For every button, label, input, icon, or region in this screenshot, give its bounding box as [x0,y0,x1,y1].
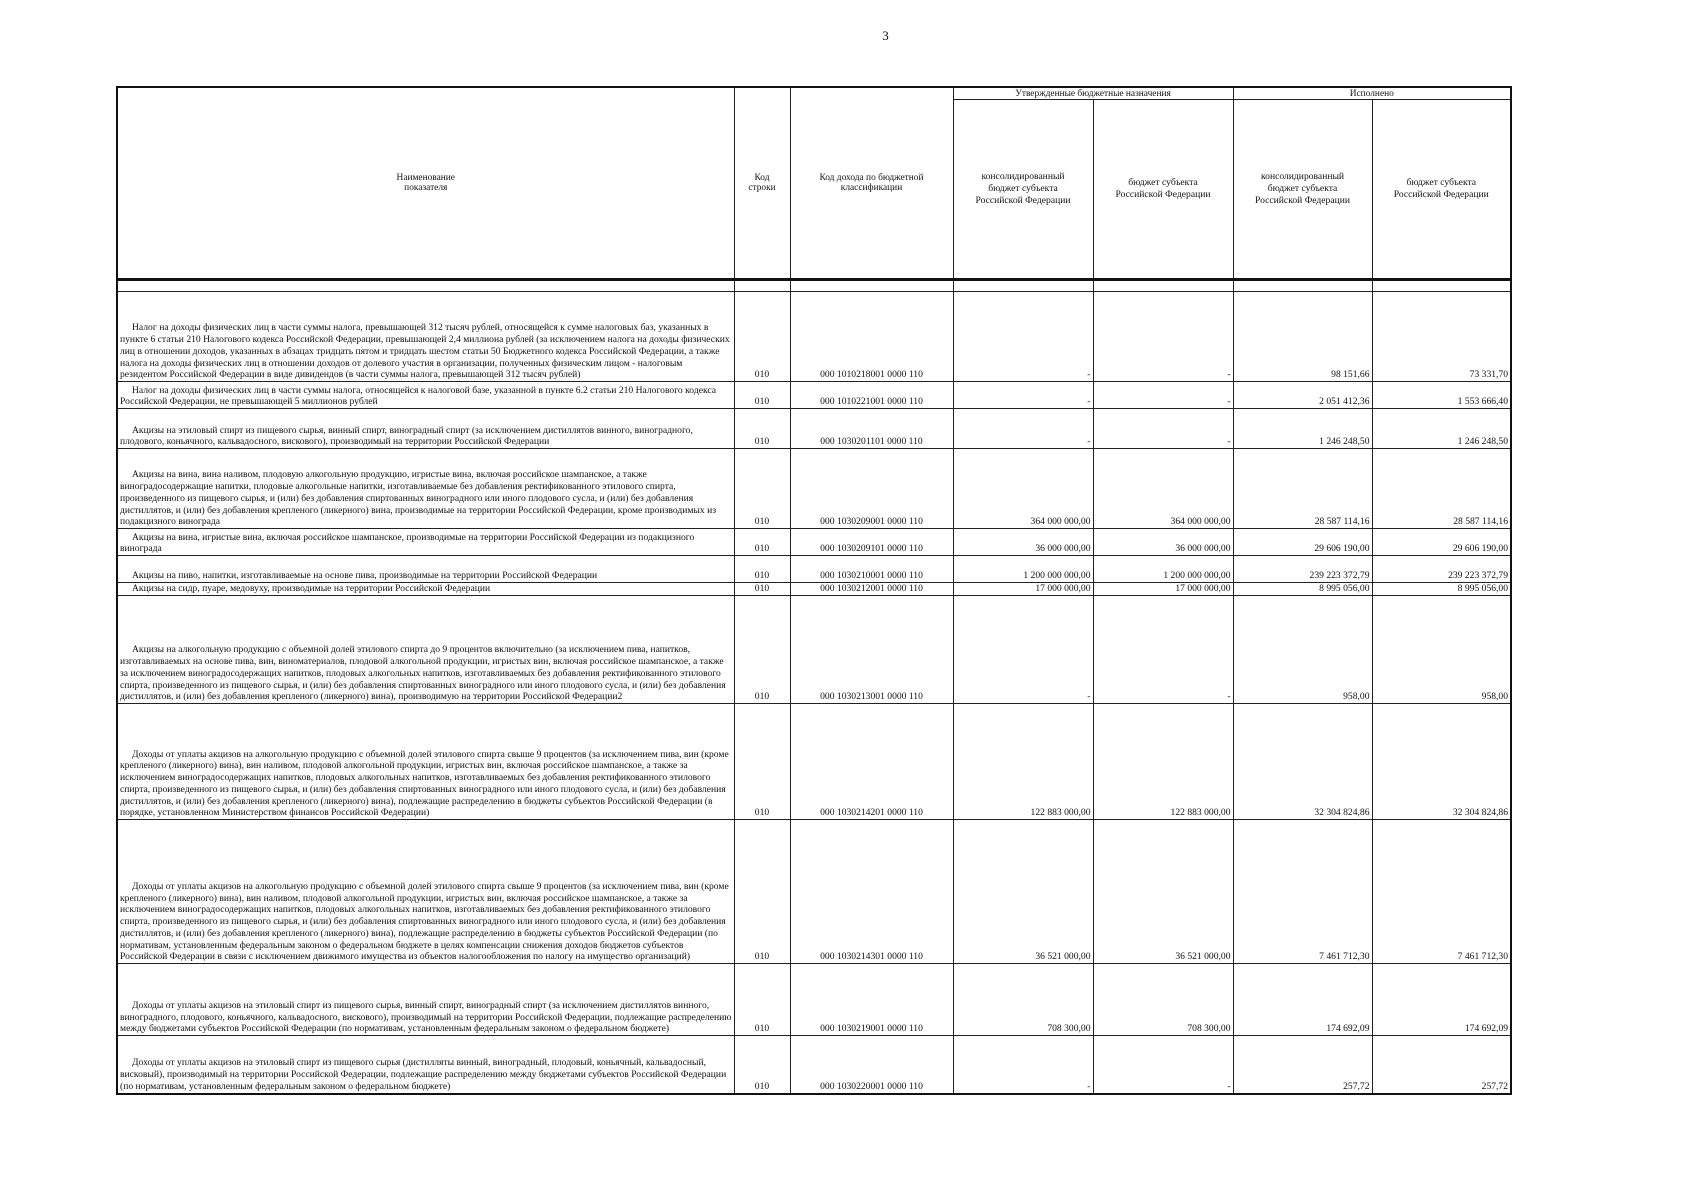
header-name: Наименование показателя [117,87,734,280]
table-row [117,583,1511,596]
row-name: Доходы от уплаты акцизов на алкогольную продукцию с объемной долей этилового спирта свыше 9 процентов (за исключением пива, вин (кроме крепленого (ликерного) вина), вин наливом, плодовой алкогольной продукции, игристых вин, включая российское шампанское, а также за исключением виноградосодержащих напитков, плодовых алкогольных напитков, изготавливаемых без добавления ректификованного этилового спирта, произведенного из пищевого сырья, и (или) без добавления спиртованных виноградного или иного плодового сусла, и (или) без добавления дистиллятов, и (или) без добавления крепленого (ликерного) вина), подлежащие распределению в бюджеты субъектов Российской Федерации (в порядке, установленном Министерством финансов Российской Федерации) [117,704,734,820]
row-approved-subject: 36 521 000,00 [1093,820,1233,964]
row-kbk: 000 1030214201 0000 110 [790,704,953,820]
row-approved-subject: - [1093,292,1233,382]
row-code: 010 [734,964,790,1036]
row-name: Доходы от уплаты акцизов на этиловый спирт из пищевого сырья, винный спирт, виноградный спирт (за исключением дистиллятов винного, виноградного, плодового, коньячного, кальвадосного, вискового), производимый на территории Российской Федерации, подлежащие распределению между бюджетами субъектов Российской Федерации (по нормативам, установленным федеральным законом о федеральном бюджете) [117,964,734,1036]
row-kbk: 000 1030201101 0000 110 [790,409,953,449]
row-approved-subject: - [1093,596,1233,704]
row-approved-consolidated: - [953,596,1093,704]
header-approved-subject: бюджет субъекта Российской Федерации [1093,100,1233,280]
table-row [117,820,1511,964]
row-approved-consolidated: - [953,1036,1093,1094]
row-code: 010 [734,556,790,583]
row-executed-subject: 1 553 666,40 [1372,382,1511,409]
header-executed-consolidated: консолидированный бюджет субъекта Российской Федерации [1233,100,1372,280]
row-name: Акцизы на этиловый спирт из пищевого сырья, винный спирт, виноградный спирт (за исключением дистиллятов винного, виноградного, плодового, коньячного, кальвадосного, вискового), производимый на территории Российской Федерации [117,409,734,449]
row-kbk: 000 1030210001 0000 110 [790,556,953,583]
row-name: Доходы от уплаты акцизов на алкогольную продукцию с объемной долей этилового спирта свыше 9 процентов (за исключением пива, вин (кроме крепленого (ликерного) вина), вин наливом, плодовой алкогольной продукции, игристых вин, включая российское шампанское, а также за исключением виноградосодержащих напитков, плодовых алкогольных напитков, изготавливаемых без добавления ректификованного этилового спирта, произведенного из пищевого сырья, и (или) без добавления спиртованных виноградного или иного плодового сусла, и (или) без добавления дистиллятов, и (или) без добавления крепленого (ликерного) вина), подлежащие распределению в бюджеты субъектов Российской Федерации (по нормативам, установленным федеральным законом о федеральном бюджете в целях компенсации снижения доходов бюджетов субъектов Российской Федерации в связи с исключением движимого имущества из объектов налогообложения по налогу на имущество организаций) [117,820,734,964]
row-approved-subject: 364 000 000,00 [1093,449,1233,529]
row-executed-consolidated: 98 151,66 [1233,292,1372,382]
row-name: Акцизы на сидр, пуаре, медовуху, производимые на территории Российской Федерации [117,583,734,596]
row-kbk: 000 1030209101 0000 110 [790,529,953,556]
table-row [117,409,1511,449]
header-spacer-row [117,280,1511,292]
table-row [117,449,1511,529]
table-row [117,529,1511,556]
row-approved-consolidated: - [953,409,1093,449]
row-approved-subject: - [1093,382,1233,409]
row-approved-consolidated: - [953,382,1093,409]
row-kbk: 000 1030220001 0000 110 [790,1036,953,1094]
budget-execution-table [116,86,1512,1095]
header-row-code: Код строки [734,87,790,280]
row-code: 010 [734,449,790,529]
row-name: Акцизы на вина, игристые вина, включая российское шампанское, производимые на территории Российской Федерации из подакцизного винограда [117,529,734,556]
row-approved-consolidated: 1 200 000 000,00 [953,556,1093,583]
row-approved-subject: 1 200 000 000,00 [1093,556,1233,583]
row-executed-subject: 28 587 114,16 [1372,449,1511,529]
row-code: 010 [734,583,790,596]
row-name: Налог на доходы физических лиц в части суммы налога, превышающей 312 тысяч рублей, относящейся к сумме налоговых баз, указанных в пункте 6 статьи 210 Налогового кодекса Российской Федерации, превышающей 2,4 миллиона рублей (за исключением налога на доходы физических лиц в отношении доходов, указанных в абзацах тридцать пятом и тридцать шестом статьи 50 Бюджетного кодекса Российской Федерации, а также налога на доходы физических лиц в отношении доходов от долевого участия в организации, полученных физическим лицом - налоговым резидентом Российской Федерации в виде дивидендов (в части суммы налога, превышающей 312 тысяч рублей) [117,292,734,382]
row-kbk: 000 1030212001 0000 110 [790,583,953,596]
row-executed-consolidated: 32 304 824,86 [1233,704,1372,820]
row-code: 010 [734,820,790,964]
row-executed-consolidated: 8 995 056,00 [1233,583,1372,596]
row-approved-consolidated: 708 300,00 [953,964,1093,1036]
row-executed-consolidated: 29 606 190,00 [1233,529,1372,556]
row-approved-subject: 708 300,00 [1093,964,1233,1036]
row-executed-subject: 958,00 [1372,596,1511,704]
row-code: 010 [734,292,790,382]
row-executed-consolidated: 239 223 372,79 [1233,556,1372,583]
row-executed-subject: 257,72 [1372,1036,1511,1094]
page-number: 3 [882,28,889,43]
row-executed-consolidated: 257,72 [1233,1036,1372,1094]
row-executed-subject: 29 606 190,00 [1372,529,1511,556]
row-kbk: 000 1010221001 0000 110 [790,382,953,409]
row-executed-subject: 73 331,70 [1372,292,1511,382]
row-name: Акцизы на вина, вина наливом, плодовую алкогольную продукцию, игристые вина, включая российское шампанское, а также виноградосодержащие напитки, плодовые алкогольные напитки, изготавливаемые без добавления ректификованного этилового спирта, произведенного из пищевого сырья, и (или) без добавления спиртованных виноградного или иного плодового сусла, и (или) без добавления дистиллятов, и (или) без добавления крепленого (ликерного) вина, производимые на территории Российской Федерации, кроме производимых из подакцизного винограда [117,449,734,529]
row-executed-consolidated: 1 246 248,50 [1233,409,1372,449]
table-row [117,596,1511,704]
row-executed-consolidated: 958,00 [1233,596,1372,704]
row-kbk: 000 1010218001 0000 110 [790,292,953,382]
row-approved-subject: 17 000 000,00 [1093,583,1233,596]
row-executed-consolidated: 28 587 114,16 [1233,449,1372,529]
header-kbk: Код дохода по бюджетной классификации [790,87,953,280]
row-name: Акцизы на пиво, напитки, изготавливаемые на основе пива, производимые на территории Российской Федерации [117,556,734,583]
header-executed-subject: бюджет субъекта Российской Федерации [1372,100,1511,280]
row-kbk: 000 1030209001 0000 110 [790,449,953,529]
row-approved-subject: - [1093,1036,1233,1094]
table-row [117,1036,1511,1094]
row-executed-consolidated: 174 692,09 [1233,964,1372,1036]
row-executed-subject: 239 223 372,79 [1372,556,1511,583]
row-code: 010 [734,529,790,556]
row-approved-consolidated: 364 000 000,00 [953,449,1093,529]
row-kbk: 000 1030213001 0000 110 [790,596,953,704]
row-approved-consolidated: 36 521 000,00 [953,820,1093,964]
table-row [117,704,1511,820]
row-kbk: 000 1030214301 0000 110 [790,820,953,964]
row-code: 010 [734,409,790,449]
row-approved-subject: 36 000 000,00 [1093,529,1233,556]
header-approved-consolidated: консолидированный бюджет субъекта Российской Федерации [953,100,1093,280]
row-name: Акцизы на алкогольную продукцию с объемной долей этилового спирта до 9 процентов включительно (за исключением пива, напитков, изготавливаемых на основе пива, вин, виноматериалов, плодовой алкогольной продукции, игристых вин, включая российское шампанское, а также за исключением виноградосодержащих напитков, плодовых алкогольных напитков, изготавливаемых без добавления ректификованного этилового спирта, произведенного из пищевого сырья, и (или) без добавления спиртованных виноградного или иного плодового сусла, и (или) без добавления дистиллятов, и (или) без добавления крепленого (ликерного) вина), производимую на территории Российской Федерации2 [117,596,734,704]
row-approved-consolidated: 17 000 000,00 [953,583,1093,596]
row-name: Налог на доходы физических лиц в части суммы налога, относящейся к налоговой базе, указанной в пункте 6.2 статьи 210 Налогового кодекса Российской Федерации, не превышающей 5 миллионов рублей [117,382,734,409]
row-approved-subject: 122 883 000,00 [1093,704,1233,820]
header-approved-group: Утвержденные бюджетные назначения [953,87,1233,100]
row-name: Доходы от уплаты акцизов на этиловый спирт из пищевого сырья (дистилляты винный, виноградный, плодовый, коньячный, кальвадосный, висковый), производимый на территории Российской Федерации, подлежащие распределению между бюджетами субъектов Российской Федерации (по нормативам, установленным федеральным законом о федеральном бюджете) [117,1036,734,1094]
row-executed-subject: 1 246 248,50 [1372,409,1511,449]
table-row [117,292,1511,382]
row-code: 010 [734,382,790,409]
row-executed-consolidated: 2 051 412,36 [1233,382,1372,409]
header-executed-group: Исполнено [1233,87,1511,100]
row-approved-consolidated: 122 883 000,00 [953,704,1093,820]
row-approved-subject: - [1093,409,1233,449]
row-approved-consolidated: 36 000 000,00 [953,529,1093,556]
row-code: 010 [734,596,790,704]
table-body [117,280,1511,1094]
row-executed-subject: 32 304 824,86 [1372,704,1511,820]
table-row [117,964,1511,1036]
row-executed-subject: 8 995 056,00 [1372,583,1511,596]
row-executed-subject: 7 461 712,30 [1372,820,1511,964]
row-kbk: 000 1030219001 0000 110 [790,964,953,1036]
row-code: 010 [734,1036,790,1094]
row-executed-consolidated: 7 461 712,30 [1233,820,1372,964]
table-row [117,382,1511,409]
row-approved-consolidated: - [953,292,1093,382]
row-executed-subject: 174 692,09 [1372,964,1511,1036]
row-code: 010 [734,704,790,820]
table-row [117,556,1511,583]
